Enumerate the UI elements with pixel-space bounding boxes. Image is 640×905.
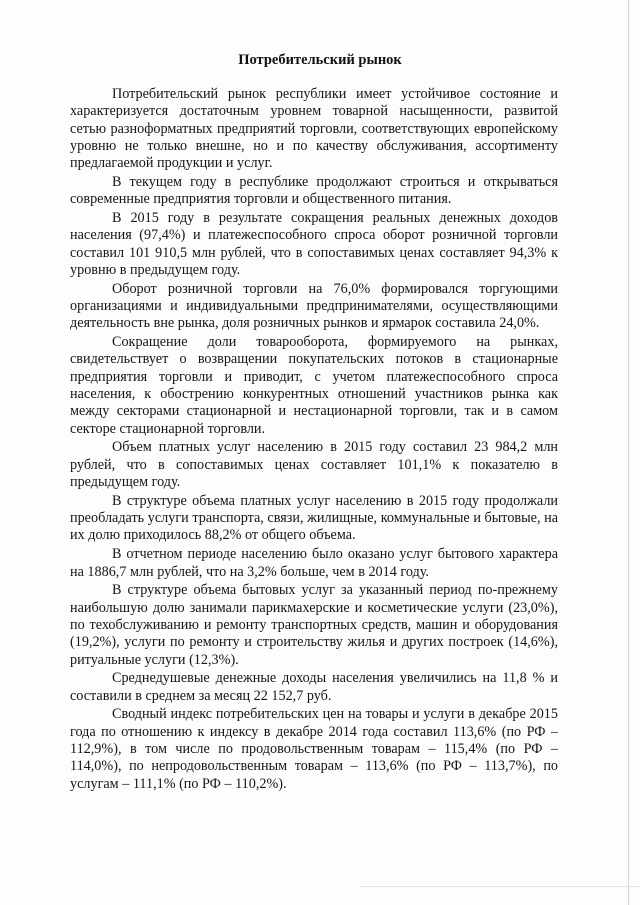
paragraph: В отчетном периоде населению было оказано услуг бытового характера на 1886,7 млн рублей, что на 3,2% больше, чем в 2014 году.	[70, 546, 558, 580]
paragraph: Сводный индекс потребительских цен на товары и услуги в декабре 2015 года по отношению к индексу в декабре 2014 года составил 113,6% (по РФ – 112,9%), в том числе по продовольственным товарам – 115,4% (по РФ – 114,0%), по непродовольственным товарам – 113,6% (по РФ – 113,7%), по услугам – 111,1% (по РФ – 110,2%).	[70, 706, 558, 792]
scan-edge-right	[628, 0, 629, 905]
paragraph: Оборот розничной торговли на 76,0% формировался торгующими организациями и индивидуальными предпринимателями, осуществляющими деятельность вне рынка, доля розничных рынков и ярмарок составила 24,0%.	[70, 280, 558, 332]
paragraph: В текущем году в республике продолжают строиться и открываться современные предприятия торговли и общественного питания.	[70, 173, 558, 208]
paragraph: В структуре объема бытовых услуг за указанный период по-прежнему наибольшую долю занимали парикмахерские и косметические услуги (23,0%), по техобслуживанию и ремонту транспортных средств, машин и оборудования (19,2%), услуги по ремонту и строительству жилья и других построек (14,6%), ритуальные услуги (12,3%).	[70, 582, 558, 668]
scan-edge-bottom	[360, 886, 640, 887]
paragraph: В 2015 году в результате сокращения реальных денежных доходов населения (97,4%) и платежеспособного спроса оборот розничной торговли составил 101 910,5 млн рублей, что в сопоставимых ценах составляет 94,3% к уровню в предыдущем году.	[70, 210, 558, 278]
paragraph: Сокращение доли товарооборота, формируемого на рынках, свидетельствует о возвращении покупательских потоков в стационарные предприятия торговли и приводит, с учетом платежеспособного спроса населения, к обострению конкурентных отношений участников рынка как между секторами стационарной и нестационарной торговли, так и в самом секторе стационарной торговли.	[70, 334, 558, 437]
document-body	[70, 86, 558, 794]
paragraph: Среднедушевые денежные доходы населения увеличились на 11,8 % и составили в среднем за месяц 22 152,7 руб.	[70, 670, 558, 704]
paragraph: В структуре объема платных услуг населению в 2015 году продолжали преобладать услуги транспорта, связи, жилищные, коммунальные и бытовые, на их долю приходилось 88,2% от общего объема.	[70, 492, 558, 544]
paragraph: Объем платных услуг населению в 2015 году составил 23 984,2 млн рублей, что в сопоставимых ценах составляет 101,1% к показателю в предыдущем году.	[70, 439, 558, 491]
document-title: Потребительский рынок	[238, 52, 402, 68]
paragraph: Потребительский рынок республики имеет устойчивое состояние и характеризуется достаточным уровнем товарной насыщенности, развитой сетью разноформатных предприятий торговли, соответствующих европейскому уровню не только внешне, но и по качеству обслуживания, ассортименту предлагаемой продукции и услуг.	[70, 86, 558, 172]
